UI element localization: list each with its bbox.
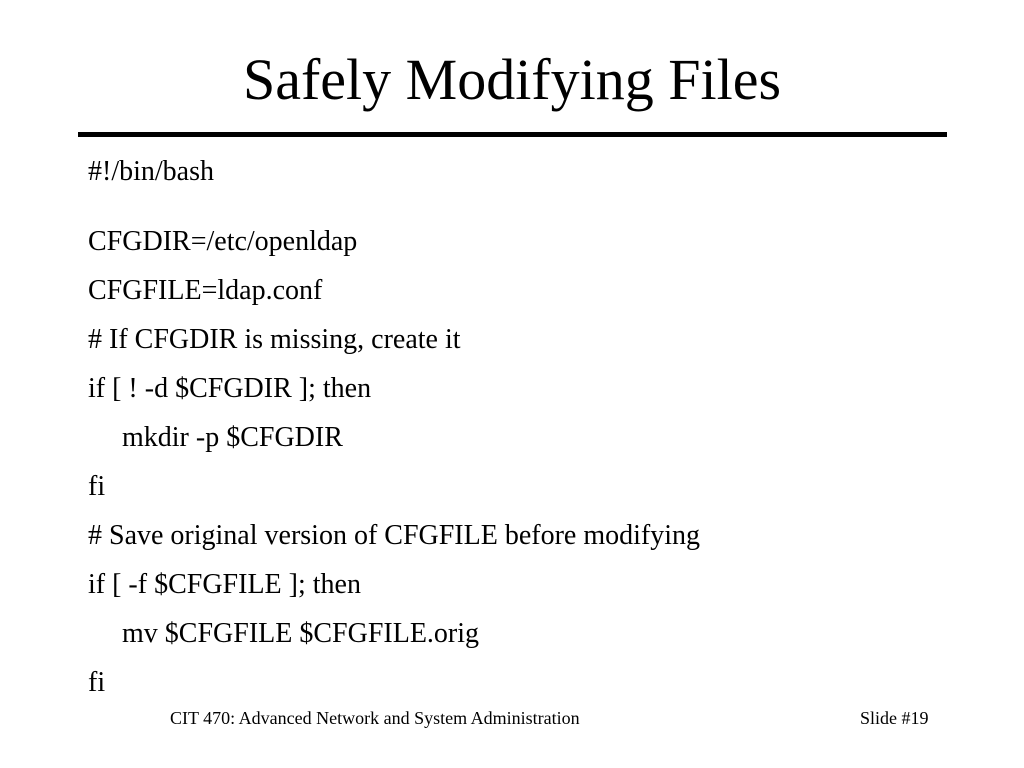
slide-title: Safely Modifying Files (242, 47, 782, 112)
code-line-cfgfile: CFGFILE=ldap.conf (88, 275, 323, 306)
code-line-comment-create: # If CFGDIR is missing, create it (88, 324, 461, 355)
code-line-mv: mv $CFGFILE $CFGFILE.orig (122, 618, 480, 649)
code-line-fi-2: fi (88, 667, 106, 698)
code-line-fi-1: fi (88, 471, 106, 502)
code-line-comment-save: # Save original version of CFGFILE before modifying (88, 520, 701, 551)
code-line-shebang: #!/bin/bash (88, 156, 214, 187)
code-line-if-file: if [ -f $CFGFILE ]; then (88, 569, 361, 600)
title-divider (78, 132, 947, 137)
footer-slide-number: Slide #19 (860, 708, 929, 728)
code-line-mkdir: mkdir -p $CFGDIR (122, 422, 343, 453)
footer-course: CIT 470: Advanced Network and System Administration (170, 708, 580, 728)
code-line-if-dir: if [ ! -d $CFGDIR ]; then (88, 373, 372, 404)
code-line-cfgdir: CFGDIR=/etc/openldap (88, 226, 358, 257)
